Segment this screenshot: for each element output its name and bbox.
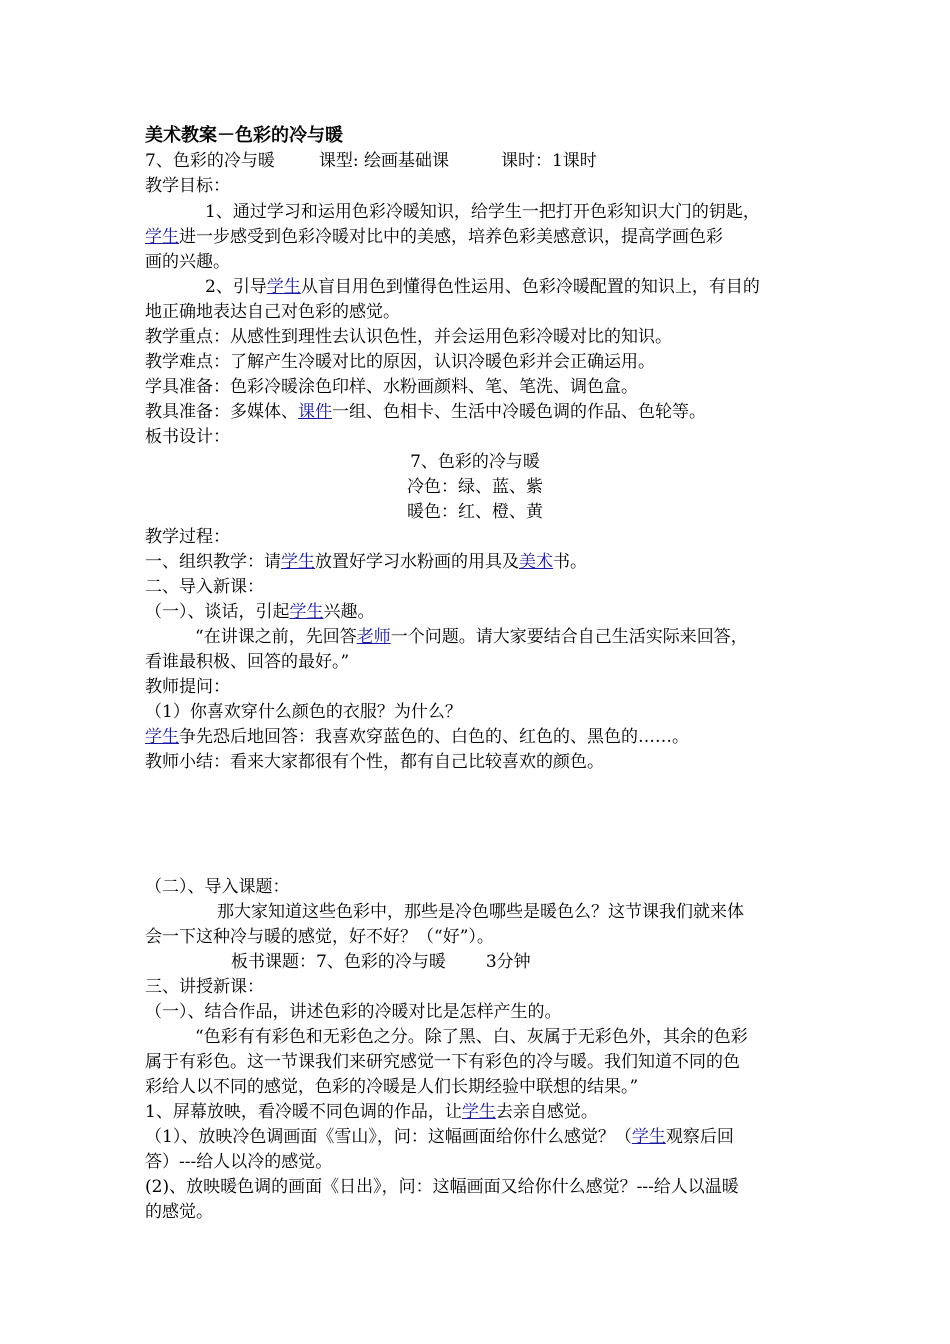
step-1: 一、组织教学：请学生放置好学习水粉画的用具及美术书。 <box>145 552 587 572</box>
student-tools: 学具准备：色彩冷暖涂色印样、水粉画颜料、笔、笔洗、调色盒。 <box>145 377 638 397</box>
objective-1-line-1: 1、通过学习和运用色彩冷暖知识，给学生一把打开色彩知识大门的钥匙， <box>205 202 760 222</box>
intro-line-1: 那大家知道这些色彩中，那些是冷色哪些是暖色么？这节课我们就来体 <box>217 902 744 922</box>
step-2: 二、导入新课： <box>145 577 264 597</box>
show-2-line-2: 的感觉。 <box>145 1202 213 1222</box>
student-link[interactable]: 学生 <box>266 277 301 297</box>
process-label: 教学过程： <box>145 527 230 547</box>
key-point: 教学重点：从感性到理性去认识色性，并会运用色彩冷暖对比的知识。 <box>145 327 672 347</box>
board-label: 板书设计： <box>145 427 230 447</box>
step-2-1: （一）、谈话，引起学生兴趣。 <box>145 602 375 622</box>
student-link[interactable]: 学生 <box>289 602 324 622</box>
student-link[interactable]: 学生 <box>631 1127 666 1147</box>
student-link[interactable]: 学生 <box>281 552 315 572</box>
teacher-link[interactable]: 老师 <box>356 627 391 647</box>
objective-1-line-2: 学生进一步感受到色彩冷暖对比中的美感，培养色彩美感意识，提高学画色彩 <box>145 227 723 247</box>
courseware-link[interactable]: 课件 <box>298 402 332 422</box>
difficulty: 教学难点：了解产生冷暖对比的原因，认识冷暖色彩并会正确运用。 <box>145 352 655 372</box>
student-link[interactable]: 学生 <box>145 227 179 247</box>
lesson-type: 课型: 绘画基础课 <box>318 151 449 171</box>
board-warm-colors: 暖色：红、橙、黄 <box>407 502 543 522</box>
step-3-1: （一）、结合作品，讲述色彩的冷暖对比是怎样产生的。 <box>145 1002 562 1022</box>
objectives-label: 教学目标： <box>145 176 230 196</box>
art-link[interactable]: 美术 <box>519 552 553 572</box>
board-title: 7、色彩的冷与暖 <box>410 452 540 472</box>
show-2-line-1: (2)、放映暖色调的画面《日出》，问：这幅画面又给你什么感觉？---给人以温暖 <box>145 1177 739 1197</box>
quote-2-line-1: “色彩有有彩色和无彩色之分。除了黑、白、灰属于无彩色外，其余的色彩 <box>195 1027 748 1047</box>
lesson-hours: 课时：1课时 <box>500 151 597 171</box>
board-topic: 板书课题：7、色彩的冷与暖 3分钟 <box>231 952 531 972</box>
show-1-line-2: 答）---给人以冷的感觉。 <box>145 1152 333 1172</box>
quote-2-line-2: 属于有彩色。这一节课我们来研究感觉一下有彩色的冷与暖。我们知道不同的色 <box>145 1052 740 1072</box>
student-link[interactable]: 学生 <box>145 727 179 747</box>
step-3: 三、讲授新课： <box>145 977 264 997</box>
board-cool-colors: 冷色：绿、蓝、紫 <box>407 477 543 497</box>
teacher-summary: 教师小结：看来大家都很有个性，都有自己比较喜欢的颜色。 <box>145 752 604 772</box>
teacher-tools: 教具准备：多媒体、课件一组、色相卡、生活中冷暖色调的作品、色轮等。 <box>145 402 706 422</box>
show-1-line-1: （1）、放映冷色调画面《雪山》，问：这幅画面给你什么感觉？（学生观察后回 <box>145 1127 734 1147</box>
objective-2-line-1: 2、引导学生从盲目用色到懂得色性运用、色彩冷暖配置的知识上，有目的 <box>205 277 760 297</box>
quote-2-line-3: 彩给人以不同的感觉，色彩的冷暖是人们长期经验中联想的结果。” <box>145 1077 639 1097</box>
objective-1-line-3: 画的兴趣。 <box>145 252 230 272</box>
show-works: 1、屏幕放映，看冷暖不同色调的作品，让学生去亲自感觉。 <box>145 1102 598 1122</box>
intro-line-2: 会一下这种冷与暖的感觉，好不好？（“好”）。 <box>145 927 494 947</box>
step-2-2: （二）、导入课题： <box>145 877 290 897</box>
question-1: （1）你喜欢穿什么颜色的衣服？为什么？ <box>145 702 462 722</box>
lesson-info <box>145 149 597 174</box>
student-answer: 学生争先恐后地回答：我喜欢穿蓝色的、白色的、红色的、黑色的……。 <box>145 727 689 747</box>
student-link[interactable]: 学生 <box>461 1102 496 1122</box>
teacher-ask: 教师提问： <box>145 677 230 697</box>
lesson-name: 7、色彩的冷与暖 <box>145 151 275 171</box>
quote-1-line-1: “在讲课之前，先回答老师一个问题。请大家要结合自己生活实际来回答， <box>195 627 748 647</box>
objective-2-line-2: 地正确地表达自己对色彩的感觉。 <box>145 302 400 322</box>
document-title: 美术教案－色彩的冷与暖 <box>145 125 343 146</box>
quote-1-line-2: 看谁最积极、回答的最好。” <box>145 652 350 672</box>
